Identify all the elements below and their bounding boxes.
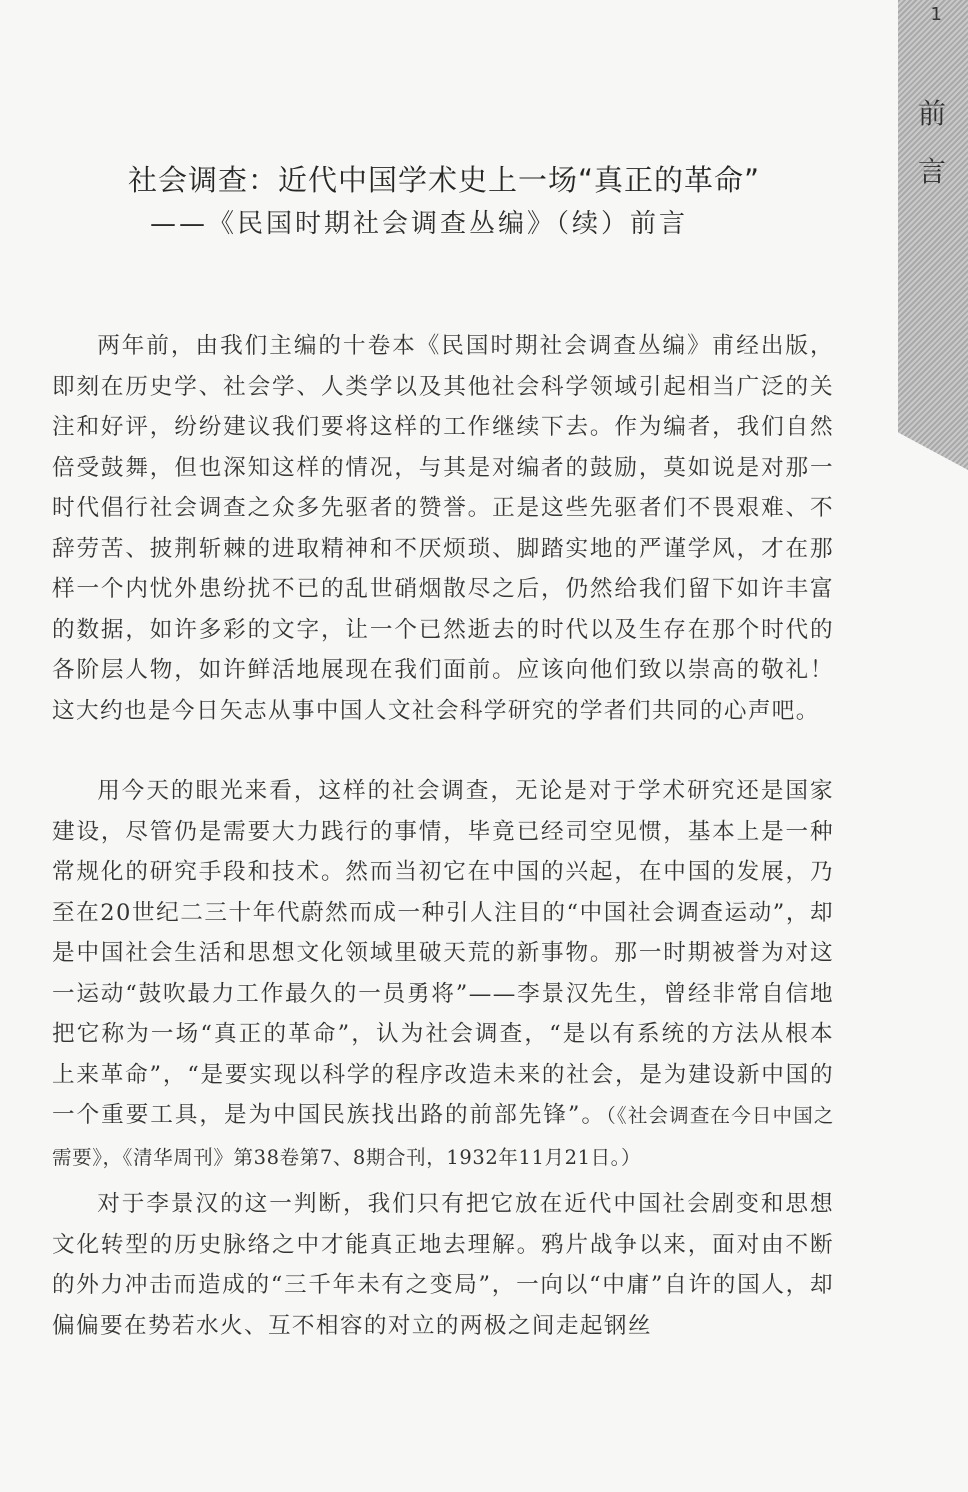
paragraph-1 [52,326,834,731]
article-title: 社会调查：近代中国学术史上一场“真正的革命” [127,163,761,197]
citation: （《社会调查在今日中国之需要》，《清华周刊》第38卷第7、8期合刊，1932年11月21日。） [52,1104,834,1169]
paragraph-2 [52,771,834,1178]
article-body [52,326,834,1346]
paragraph-3-text: 对于李景汉的这一判断，我们只有把它放在近代中国社会剧变和思想文化转型的历史脉络之中才能真正地去理解。鸦片战争以来，面对由不断的外力冲击而造成的“三千年未有之变局”，一向以“中庸”自许的国人，却偏偏要在势若水火、互不相容的对立的两极之间走起钢丝 [52,1191,834,1339]
paragraph-1-text: 两年前，由我们主编的十卷本《民国时期社会调查丛编》甫经出版，即刻在历史学、社会学、人类学以及其他社会科学领域引起相当广泛的关注和好评，纷纷建议我们要将这样的工作继续下去。作为编者，我们自然倍受鼓舞，但也深知这样的情况，与其是对编者的鼓励，莫如说是对那一时代倡行社会调查之众多先驱者的赞誉。正是这些先驱者们不畏艰难、不辞劳苦、披荆斩棘的进取精神和不厌烦琐、脚踏实地的严谨学风，才在那样一个内忧外患纷扰不已的乱世硝烟散尽之后，仍然给我们留下如许丰富的数据，如许多彩的文字，让一个已然逝去的时代以及生存在那个时代的各阶层人物，如许鲜活地展现在我们面前。应该向他们致以崇高的敬礼！这大约也是今日矢志从事中国人文社会科学研究的学者们共同的心声吧。 [52,333,834,724]
paragraph-3 [52,1184,834,1346]
section-label: 前言 [917,97,946,188]
paragraph-2-text: 用今天的眼光来看，这样的社会调查，无论是对于学术研究还是国家建设，尽管仍是需要大力践行的事情，毕竟已经司空见惯，基本上是一种常规化的研究手段和技术。然而当初它在中国的兴起，在中国的发展，乃至在20世纪二三十年代蔚然而成一种引人注目的“中国社会调查运动”，却是中国社会生活和思想文化领域里破天荒的新事物。那一时期被誉为对这一运动“鼓吹最力工作最久的一员勇将”——李景汉先生，曾经非常自信地把它称为一场“真正的革命”，认为社会调查，“是以有系统的方法从根本上来革命”，“是要实现以科学的程序改造未来的社会，是为建设新中国的一个重要工具，是为中国民族找出路的前部先锋”。 [52,778,834,1128]
page-number: 1 [930,4,942,25]
chapter-thumb-tab [898,0,968,470]
article-subtitle: ——《民国时期社会调查丛编》（续）前言 [150,209,689,239]
